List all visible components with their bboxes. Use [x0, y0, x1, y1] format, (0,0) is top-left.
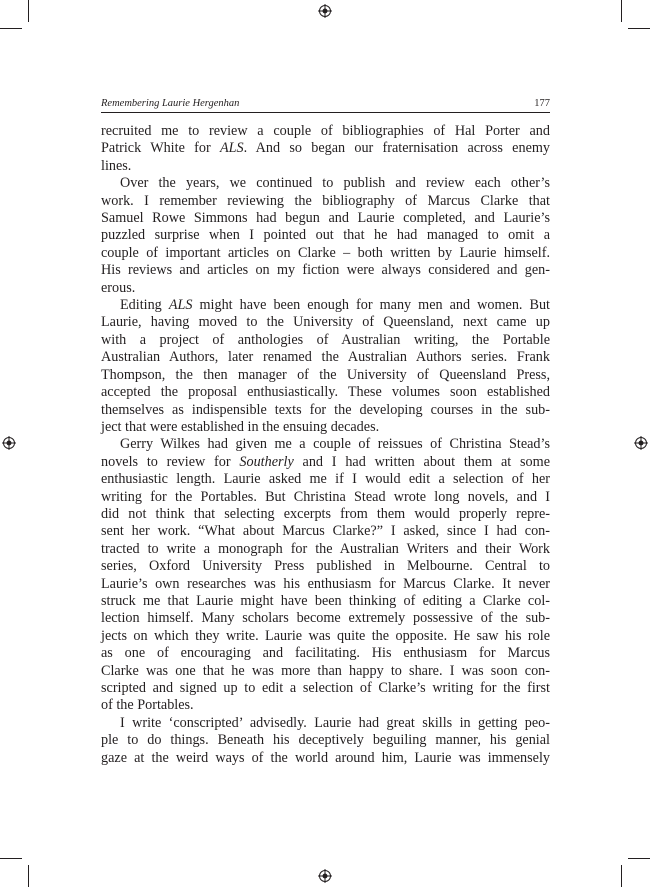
- text-line: [101, 332, 550, 349]
- text-line: [101, 245, 550, 262]
- text-run: and I had written about them at some: [293, 453, 550, 470]
- text-line: [101, 297, 550, 314]
- text-line: [101, 576, 550, 593]
- text-line: [101, 593, 550, 610]
- text-run: did not think that selecting excerpts from them would properly repre-: [101, 505, 550, 522]
- text-line: [101, 280, 550, 297]
- text-line: [101, 158, 550, 175]
- text-run: I write ‘conscripted’ advisedly. Laurie had great skills in getting peo-: [120, 714, 550, 731]
- italic-title: ALS: [219, 140, 244, 157]
- text-run: Laurie’s own researches was his enthusiasm for Marcus Clarke. It never: [101, 575, 550, 592]
- text-run: ject that were established in the ensuing decades.: [101, 418, 380, 435]
- page-number: 177: [534, 98, 550, 109]
- text-run: as one of encouraging and facilitating. His enthusiasm for Marcus: [101, 645, 550, 662]
- text-run: scripted and signed up to edit a selection of Clarke’s writing for the first: [101, 680, 550, 696]
- text-run: Over the years, we continued to publish and review each other’s: [120, 175, 550, 192]
- text-run: His reviews and articles on my fiction were always considered and gen-: [101, 262, 550, 279]
- registration-crosshair-icon: [318, 4, 332, 18]
- text-run: Samuel Rowe Simmons had begun and Laurie completed, and Laurie’s: [101, 210, 550, 227]
- text-line: [101, 680, 550, 697]
- paragraph: [101, 715, 550, 767]
- text-run: jects on which they write. Laurie was quite the opposite. He saw his role: [101, 627, 550, 644]
- text-run: Editing: [120, 297, 169, 314]
- text-line: [101, 140, 550, 157]
- text-line: [101, 210, 550, 227]
- text-run: series, Oxford University Press published in Melbourne. Central to: [101, 558, 550, 575]
- text-line: [101, 715, 550, 732]
- text-line: [101, 314, 550, 331]
- text-run: Gerry Wilkes had given me a couple of reissues of Christina Stead’s: [120, 436, 550, 453]
- text-run: erous.: [101, 279, 136, 296]
- crop-mark-bottom-right-horizontal: [628, 858, 650, 859]
- text-run: recruited me to review a couple of bibliographies of Hal Porter and: [101, 123, 550, 139]
- text-run: accepted the proposal enthusiastically. These volumes soon established: [101, 384, 550, 401]
- text-line: [101, 750, 550, 767]
- text-run: themselves as indispensible texts for the developing courses in the sub-: [101, 401, 550, 418]
- text-line: [101, 402, 550, 419]
- text-run: lines.: [101, 157, 132, 174]
- crop-mark-top-right-horizontal: [628, 28, 650, 29]
- crop-mark-bottom-right-vertical: [621, 865, 622, 887]
- crop-mark-top-left-vertical: [28, 0, 29, 22]
- text-line: [101, 610, 550, 627]
- text-run: with a project of anthologies of Australian writing, the Portable: [101, 331, 550, 348]
- text-line: [101, 645, 550, 662]
- crop-mark-bottom-left-vertical: [28, 865, 29, 887]
- italic-title: Southerly: [239, 453, 294, 470]
- paragraph: [101, 123, 550, 175]
- text-run: lection himself. Many scholars become extremely possessive of the sub-: [101, 610, 550, 627]
- text-line: [101, 193, 550, 210]
- paragraph: [101, 436, 550, 715]
- text-line: [101, 262, 550, 279]
- text-run: . And so began our fraternisation across enemy: [243, 140, 550, 157]
- text-line: [101, 419, 550, 436]
- text-line: [101, 367, 550, 384]
- paragraph: [101, 297, 550, 436]
- text-line: [101, 663, 550, 680]
- text-line: [101, 436, 550, 453]
- text-run: couple of important articles on Clarke – both written by Laurie himself.: [101, 244, 550, 261]
- running-head: [101, 97, 550, 113]
- text-run: puzzled surprise when I pointed out that he had managed to omit a: [101, 227, 550, 244]
- text-line: [101, 454, 550, 471]
- text-line: [101, 227, 550, 244]
- text-line: [101, 384, 550, 401]
- text-line: [101, 541, 550, 558]
- text-run: Thompson, the then manager of the University of Queensland Press,: [101, 366, 550, 383]
- text-run: writing for the Portables. But Christina Stead wrote long novels, and I: [101, 488, 550, 505]
- crop-mark-bottom-left-horizontal: [0, 858, 22, 859]
- text-run: Clarke was one that he was more than happy to share. I was soon con-: [101, 662, 550, 679]
- text-line: [101, 523, 550, 540]
- text-run: of the Portables.: [101, 697, 194, 714]
- text-line: [101, 732, 550, 749]
- text-line: [101, 175, 550, 192]
- text-line: [101, 506, 550, 523]
- running-head-title: Remembering Laurie Hergenhan: [101, 98, 240, 109]
- text-run: Australian Authors, later renamed the Australian Authors series. Frank: [101, 349, 550, 366]
- text-line: [101, 558, 550, 575]
- text-run: Laurie, having moved to the University of Queensland, next came up: [101, 314, 550, 331]
- text-run: might have been enough for many men and women. But: [192, 297, 550, 314]
- paragraph: [101, 175, 550, 297]
- registration-crosshair-icon: [634, 436, 648, 450]
- text-line: [101, 471, 550, 488]
- registration-crosshair-icon: [318, 869, 332, 883]
- text-run: novels to review for: [101, 453, 240, 470]
- text-run: ple to do things. Beneath his deceptively beguiling manner, his genial: [101, 732, 550, 749]
- text-run: sent her work. “What about Marcus Clarke?” I asked, since I had con-: [101, 523, 550, 540]
- text-line: [101, 489, 550, 506]
- text-run: Patrick White for: [101, 140, 220, 157]
- text-line: [101, 697, 550, 714]
- text-line: [101, 123, 550, 140]
- text-run: struck me that Laurie might have been thinking of editing a Clarke col-: [101, 592, 550, 609]
- italic-title: ALS: [168, 297, 193, 314]
- registration-crosshair-icon: [2, 436, 16, 450]
- text-run: gaze at the weird ways of the world around him, Laurie was immensely: [101, 749, 550, 766]
- text-line: [101, 628, 550, 645]
- text-line: [101, 349, 550, 366]
- crop-mark-top-right-vertical: [621, 0, 622, 22]
- crop-mark-top-left-horizontal: [0, 28, 22, 29]
- text-run: enthusiastic length. Laurie asked me if I would edit a selection of her: [101, 471, 550, 488]
- text-run: tracted to write a monograph for the Australian Writers and their Work: [101, 540, 550, 557]
- text-run: work. I remember reviewing the bibliography of Marcus Clarke that: [101, 192, 550, 209]
- body-text: [101, 123, 550, 767]
